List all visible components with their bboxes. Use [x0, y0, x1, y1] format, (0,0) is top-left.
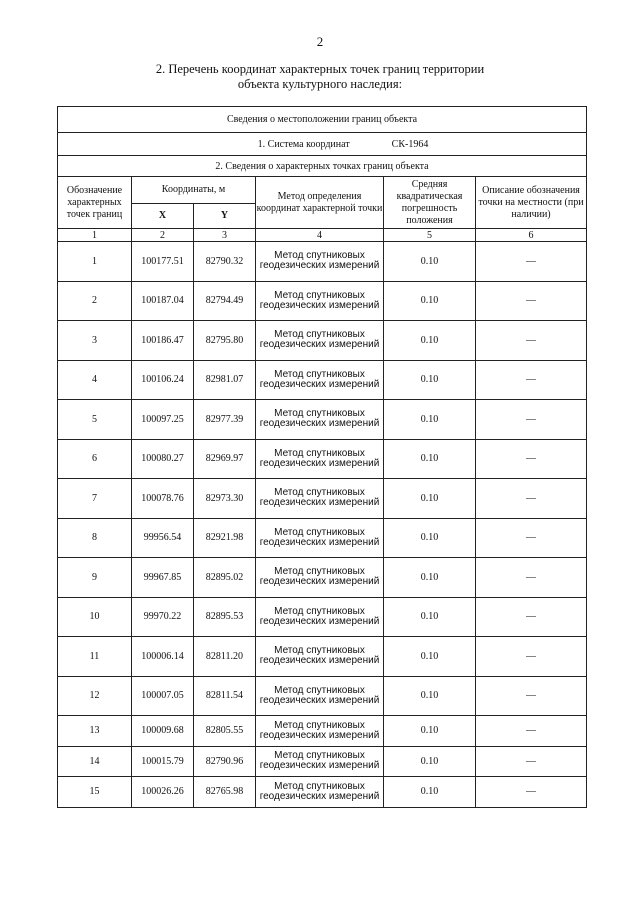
description-cell: —: [476, 676, 587, 716]
method-cell: Метод спутниковых геодезических измерений: [256, 479, 384, 519]
x-coordinate-cell: 100187.04: [132, 281, 194, 321]
y-coordinate-cell: 82795.80: [194, 321, 256, 361]
mean-error-cell: 0.10: [384, 479, 476, 519]
column-number: 2: [132, 229, 194, 242]
table-row: [58, 321, 587, 361]
y-coordinate-cell: 82790.96: [194, 746, 256, 777]
mean-error-cell: 0.10: [384, 558, 476, 598]
y-coordinate-cell: 82765.98: [194, 777, 256, 808]
mean-error-cell: 0.10: [384, 321, 476, 361]
y-coordinate-cell: 82969.97: [194, 439, 256, 479]
table-row: [58, 439, 587, 479]
section-title: Сведения о местоположении границ объекта: [58, 107, 587, 133]
boundary-coordinates-table: [57, 106, 587, 808]
table-row: [58, 518, 587, 558]
point-number-cell: 15: [58, 777, 132, 808]
table-row: [58, 360, 587, 400]
x-coordinate-cell: 100186.47: [132, 321, 194, 361]
y-coordinate-cell: 82973.30: [194, 479, 256, 519]
header-coordinates: Координаты, м: [132, 177, 256, 204]
header-x: X: [132, 204, 194, 229]
point-number-cell: 3: [58, 321, 132, 361]
point-number-cell: 12: [58, 676, 132, 716]
method-cell: Метод спутниковых геодезических измерений: [256, 637, 384, 677]
title-line-1: 2. Перечень координат характерных точек границ территории: [155, 62, 485, 76]
mean-error-cell: 0.10: [384, 637, 476, 677]
header-y: Y: [194, 204, 256, 229]
mean-error-cell: 0.10: [384, 746, 476, 777]
x-coordinate-cell: 100015.79: [132, 746, 194, 777]
column-number: 5: [384, 229, 476, 242]
page-number: 2: [316, 34, 324, 49]
y-coordinate-cell: 82977.39: [194, 400, 256, 440]
x-coordinate-cell: 100106.24: [132, 360, 194, 400]
column-number: 1: [58, 229, 132, 242]
x-coordinate-cell: 100080.27: [132, 439, 194, 479]
y-coordinate-cell: 82790.32: [194, 242, 256, 282]
document-title: [60, 62, 580, 92]
table-row: [58, 479, 587, 519]
table-row: [58, 597, 587, 637]
description-cell: —: [476, 439, 587, 479]
method-cell: Метод спутниковых геодезических измерений: [256, 321, 384, 361]
description-cell: —: [476, 321, 587, 361]
x-coordinate-cell: 100009.68: [132, 716, 194, 747]
point-number-cell: 1: [58, 242, 132, 282]
x-coordinate-cell: 100006.14: [132, 637, 194, 677]
method-cell: Метод спутниковых геодезических измерений: [256, 676, 384, 716]
table-row: [58, 281, 587, 321]
method-cell: Метод спутниковых геодезических измерений: [256, 746, 384, 777]
mean-error-cell: 0.10: [384, 439, 476, 479]
method-cell: Метод спутниковых геодезических измерений: [256, 242, 384, 282]
table-row: [58, 746, 587, 777]
header-point-designation: Обозначение характерных точек границ: [58, 177, 132, 229]
point-number-cell: 2: [58, 281, 132, 321]
method-cell: Метод спутниковых геодезических измерений: [256, 777, 384, 808]
mean-error-cell: 0.10: [384, 360, 476, 400]
y-coordinate-cell: 82895.02: [194, 558, 256, 598]
table-row: [58, 400, 587, 440]
method-cell: Метод спутниковых геодезических измерений: [256, 558, 384, 598]
table-row: [58, 242, 587, 282]
mean-error-cell: 0.10: [384, 716, 476, 747]
x-coordinate-cell: 99967.85: [132, 558, 194, 598]
description-cell: —: [476, 360, 587, 400]
point-number-cell: 7: [58, 479, 132, 519]
x-coordinate-cell: 99956.54: [132, 518, 194, 558]
description-cell: —: [476, 242, 587, 282]
y-coordinate-cell: 82981.07: [194, 360, 256, 400]
table-row: [58, 716, 587, 747]
mean-error-cell: 0.10: [384, 676, 476, 716]
y-coordinate-cell: 82921.98: [194, 518, 256, 558]
method-cell: Метод спутниковых геодезических измерений: [256, 597, 384, 637]
x-coordinate-cell: 100007.05: [132, 676, 194, 716]
y-coordinate-cell: 82895.53: [194, 597, 256, 637]
coordinate-system-row: [58, 133, 587, 156]
x-coordinate-cell: 100097.25: [132, 400, 194, 440]
y-coordinate-cell: 82805.55: [194, 716, 256, 747]
point-number-cell: 11: [58, 637, 132, 677]
point-number-cell: 9: [58, 558, 132, 598]
y-coordinate-cell: 82811.20: [194, 637, 256, 677]
x-coordinate-cell: 99970.22: [132, 597, 194, 637]
y-coordinate-cell: 82794.49: [194, 281, 256, 321]
point-number-cell: 14: [58, 746, 132, 777]
table-row: [58, 558, 587, 598]
point-number-cell: 5: [58, 400, 132, 440]
mean-error-cell: 0.10: [384, 400, 476, 440]
mean-error-cell: 0.10: [384, 777, 476, 808]
column-number: 6: [476, 229, 587, 242]
x-coordinate-cell: 100078.76: [132, 479, 194, 519]
description-cell: —: [476, 400, 587, 440]
method-cell: Метод спутниковых геодезических измерений: [256, 281, 384, 321]
description-cell: —: [476, 479, 587, 519]
table-row: [58, 637, 587, 677]
description-cell: —: [476, 777, 587, 808]
description-cell: —: [476, 597, 587, 637]
title-line-2: объекта культурного наследия:: [237, 77, 403, 91]
mean-error-cell: 0.10: [384, 597, 476, 637]
header-method: Метод определения координат характерной точки: [256, 177, 384, 229]
method-cell: Метод спутниковых геодезических измерений: [256, 518, 384, 558]
description-cell: —: [476, 558, 587, 598]
mean-error-cell: 0.10: [384, 242, 476, 282]
point-number-cell: 6: [58, 439, 132, 479]
point-number-cell: 8: [58, 518, 132, 558]
description-cell: —: [476, 518, 587, 558]
description-cell: —: [476, 746, 587, 777]
coordinate-system-value: СК-1964: [391, 138, 429, 150]
coordinate-system-label: 1. Система координат: [257, 138, 350, 150]
method-cell: Метод спутниковых геодезических измерений: [256, 360, 384, 400]
header-point-description: Описание обозначения точки на местности (при наличии): [476, 177, 587, 229]
point-number-cell: 13: [58, 716, 132, 747]
mean-error-cell: 0.10: [384, 518, 476, 558]
header-mean-error: Средняя квадратическая погрешность положения: [384, 177, 476, 229]
description-cell: —: [476, 716, 587, 747]
table-row: [58, 676, 587, 716]
x-coordinate-cell: 100177.51: [132, 242, 194, 282]
y-coordinate-cell: 82811.54: [194, 676, 256, 716]
method-cell: Метод спутниковых геодезических измерений: [256, 400, 384, 440]
description-cell: —: [476, 281, 587, 321]
mean-error-cell: 0.10: [384, 281, 476, 321]
point-number-cell: 10: [58, 597, 132, 637]
method-cell: Метод спутниковых геодезических измерений: [256, 716, 384, 747]
x-coordinate-cell: 100026.26: [132, 777, 194, 808]
table-row: [58, 777, 587, 808]
point-number-cell: 4: [58, 360, 132, 400]
points-info-label: 2. Сведения о характерных точках границ объекта: [58, 156, 587, 177]
column-number: 4: [256, 229, 384, 242]
method-cell: Метод спутниковых геодезических измерений: [256, 439, 384, 479]
column-number: 3: [194, 229, 256, 242]
description-cell: —: [476, 637, 587, 677]
